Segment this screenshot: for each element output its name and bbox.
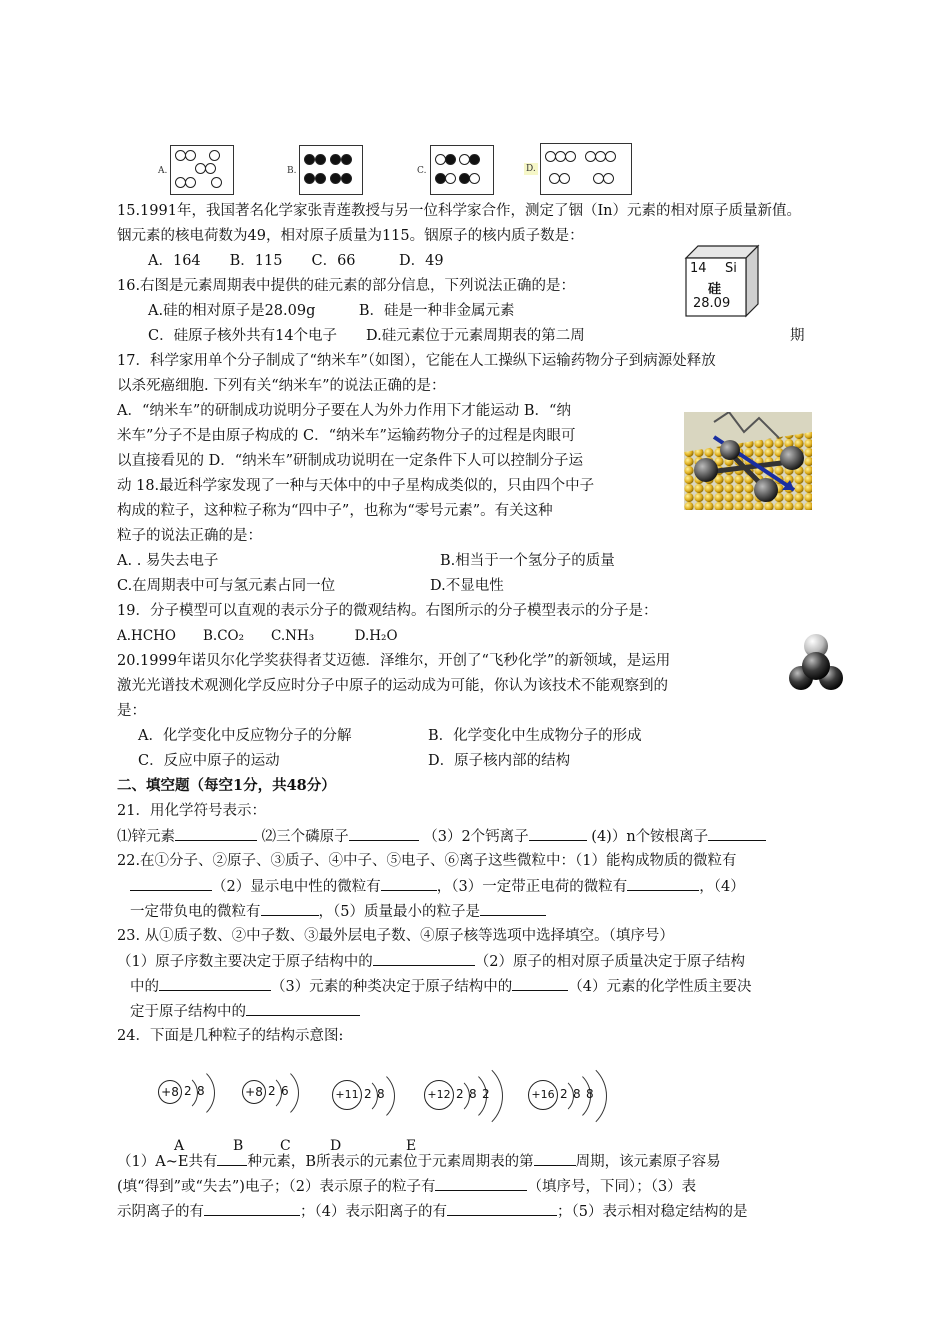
q24-text1b: 种元素，B所表示的元素位于元素周期表的第 xyxy=(247,1154,534,1170)
q20-option-d: D．原子核内部的结构 xyxy=(428,753,571,769)
q23-line2 xyxy=(117,951,745,972)
q24-blank1[interactable] xyxy=(217,1151,247,1166)
q23-line4 xyxy=(130,1001,360,1022)
q22-text2c: ，（4） xyxy=(699,879,745,895)
q22-text3b: ，（5）质量最小的粒子是 xyxy=(318,904,480,920)
q17-line7: 构成的粒子，这种粒子称为“四中子”，也称为“零号元素”。有关这种 xyxy=(117,503,553,519)
electron-shell-arc xyxy=(339,1068,395,1124)
q15-line2: 铟元素的核电荷数为49，相对原子质量为115。铟原子的核内质子数是： xyxy=(117,228,584,244)
q22-text2b: ，（3）一定带正电荷的微粒有 xyxy=(436,879,628,895)
tile-symbol: Si xyxy=(725,261,737,276)
q17-line3: A．“纳米车”的研制成功说明分子要在人为外力作用下才能运动 B．“纳 xyxy=(117,403,571,419)
q21-part1: ⑴锌元素 xyxy=(117,829,175,845)
electron-count: 6 xyxy=(281,1084,289,1098)
q23-text2a: （1）原子序数主要决定于原子结构中的 xyxy=(117,954,373,970)
q17-line8: 粒子的说法正确的是： xyxy=(117,528,262,544)
q24-line2 xyxy=(117,1151,721,1172)
q23-text3c: （4）元素的化学性质主要决 xyxy=(568,979,752,995)
tile-number: 14 xyxy=(690,261,707,276)
q22-line1: 22.在①分子、②原子、③质子、④中子、⑤电子、⑥离子这些微粒中：（1）能构成物质的微粒有 xyxy=(117,853,737,869)
q24-text2b: （填序号，下同）；（3）表 xyxy=(527,1179,697,1195)
q22-line2 xyxy=(130,876,745,897)
q24-blank2[interactable] xyxy=(534,1151,576,1166)
particle-nucleus: +11 xyxy=(332,1080,362,1110)
q20-option-c: C．反应中原子的运动 xyxy=(138,753,280,769)
electron-count: 8 xyxy=(469,1087,477,1101)
particle-letter-a: A xyxy=(174,1138,185,1154)
q21-blank4[interactable] xyxy=(708,826,766,841)
q24-text3b: ；（4）表示阳离子的有 xyxy=(300,1204,447,1220)
q24-text3a: 示阴离子的有 xyxy=(117,1204,204,1220)
q22-blank2[interactable] xyxy=(381,876,437,891)
electron-count: 2 xyxy=(482,1087,490,1101)
q16-line1: 16.右图是元素周期表中提供的硅元素的部分信息，下列说法正确的是： xyxy=(117,278,576,294)
q23-text4a: 定于原子结构中的 xyxy=(130,1004,246,1020)
q14-option-c-label: C. xyxy=(417,166,427,176)
particle-letter-c: C xyxy=(280,1138,291,1154)
q24-blank3[interactable] xyxy=(435,1176,527,1191)
electron-count: 8 xyxy=(377,1087,385,1101)
q24-text3c: ；（5）表示相对稳定结构的是 xyxy=(556,1204,748,1220)
q21-line2 xyxy=(117,826,766,847)
molecule-model-image xyxy=(788,632,844,694)
q22-text2a: （2）显示电中性的微粒有 xyxy=(212,879,381,895)
particle-nucleus: +8 xyxy=(242,1080,266,1104)
q18-option-d: D.不显电性 xyxy=(430,578,504,594)
tile-mass: 28.09 xyxy=(693,296,731,311)
q14-option-d-label: D. xyxy=(526,164,536,174)
q18-option-b: B.相当于一个氢分子的质量 xyxy=(440,553,615,569)
q21-part3: （3）2个钙离子 xyxy=(423,829,529,845)
q21-part4: (4)）n个铵根离子 xyxy=(591,829,709,845)
q24-line3 xyxy=(117,1176,696,1197)
q15-options: A．164 B．115 C．66 D．49 xyxy=(148,253,444,269)
q21-blank1[interactable] xyxy=(175,826,257,841)
q18-option-c: C.在周期表中可与氢元素占同一位 xyxy=(117,578,336,594)
q23-blank4[interactable] xyxy=(246,1001,360,1016)
q24-line1: 24．下面是几种粒子的结构示意图: xyxy=(117,1028,344,1044)
electron-count: 2 xyxy=(560,1087,568,1101)
q20-line3: 是： xyxy=(117,703,146,719)
q17-line6: 动 18.最近科学家发现了一种与天体中的中子星构成类似的，只由四个中子 xyxy=(117,478,595,494)
q20-line1: 20.1999年诺贝尔化学奖获得者艾迈德．泽维尔，开创了“飞秒化学”的新领域，是运用 xyxy=(117,653,671,669)
q24-blank4[interactable] xyxy=(204,1201,300,1216)
q23-text3a: 中的 xyxy=(130,979,159,995)
q22-blank4[interactable] xyxy=(261,901,319,916)
q14-option-a-label: A. xyxy=(158,166,168,176)
q14-option-d-diagram xyxy=(540,143,632,195)
q24-line4 xyxy=(117,1201,747,1222)
q20-option-a: A．化学变化中反应物分子的分解 xyxy=(138,728,352,744)
electron-count: 8 xyxy=(573,1087,581,1101)
q17-line5: 以直接看见的 D．“纳米车”研制成功说明在一定条件下人可以控制分子运 xyxy=(117,453,584,469)
q23-line3 xyxy=(130,976,751,997)
particle-letter-d: D xyxy=(330,1138,342,1154)
q18-option-a: A. . 易失去电子 xyxy=(117,553,219,569)
electron-shell-arc xyxy=(159,1065,215,1121)
q23-line1: 23. 从①质子数、②中子数、③最外层电子数、④原子核等选项中选择填空。（填序号） xyxy=(117,928,674,944)
tile-name: 硅 xyxy=(708,282,722,297)
q19-line1: 19．分子模型可以直观的表示分子的微观结构。右图所示的分子模型表示的分子是： xyxy=(117,603,658,619)
q19-options: A.HCHO B.CO₂ C.NH₃ D.H₂O xyxy=(117,628,398,644)
q21-blank2[interactable] xyxy=(349,826,419,841)
electron-count: 8 xyxy=(197,1084,205,1098)
nanocar-image xyxy=(684,412,812,510)
electron-shell-arc xyxy=(533,1059,607,1133)
q16-options-ab: A.硅的相对原子是28.09g B．硅是一种非金属元素 xyxy=(148,303,515,319)
particle-nucleus: +16 xyxy=(528,1080,558,1110)
electron-count: 8 xyxy=(586,1087,594,1101)
q22-blank1[interactable] xyxy=(130,876,212,891)
electron-shell-arc xyxy=(243,1065,299,1121)
electron-count: 2 xyxy=(456,1087,464,1101)
q23-text2b: （2）原子的相对原子质量决定于原子结构 xyxy=(474,954,745,970)
section-heading: 二、填空题（每空1分，共48分） xyxy=(117,777,336,794)
q17-line4: 米车”分子不是由原子构成的 C．“纳米车”运输药物分子的过程是肉眼可 xyxy=(117,428,576,444)
particle-letter-e: E xyxy=(406,1138,417,1154)
q24-blank5[interactable] xyxy=(447,1201,557,1216)
q17-line1: 17．科学家用单个分子制成了“纳米车”（如图），它能在人工操纵下运输药物分子到病源处释放 xyxy=(117,353,716,369)
q22-blank3[interactable] xyxy=(627,876,699,891)
q20-option-b: B．化学变化中生成物分子的形成 xyxy=(428,728,642,744)
q24-text2a: (填“得到”或“失去”)电子；（2）表示原子的粒子有 xyxy=(117,1179,436,1195)
q14-option-b-label: B. xyxy=(287,166,297,176)
q21-part2: ⑵三个磷原子 xyxy=(261,829,349,845)
q20-line2: 激光光谱技术观测化学反应时分子中原子的运动成为可能，你认为该技术不能观察到的 xyxy=(117,678,668,694)
electron-shell-arc xyxy=(429,1059,503,1133)
electron-count: 2 xyxy=(364,1087,372,1101)
silicon-element-tile xyxy=(680,242,760,318)
q21-line1: 21．用化学符号表示： xyxy=(117,803,266,819)
q22-blank5[interactable] xyxy=(480,901,546,916)
electron-count: 2 xyxy=(268,1084,276,1098)
q24-text1a: （1）A~E共有 xyxy=(117,1154,218,1170)
q21-blank3[interactable] xyxy=(529,826,587,841)
q23-blank2[interactable] xyxy=(159,976,271,991)
particle-letter-b: B xyxy=(233,1138,244,1154)
q22-line3 xyxy=(130,901,546,922)
q16-tail: 期 xyxy=(790,328,805,344)
q14-option-a-diagram xyxy=(170,145,234,195)
q22-text3a: 一定带负电的微粒有 xyxy=(130,904,261,920)
q14-option-b-diagram xyxy=(299,145,363,195)
q15-line1: 15.1991年，我国著名化学家张青莲教授与另一位科学家合作，测定了铟（In）元素的相对原子质量新值。 xyxy=(117,203,802,219)
q16-options-cd: C．硅原子核外共有14个电子 D.硅元素位于元素周期表的第二周 xyxy=(148,328,585,344)
q17-line2: 以杀死癌细胞. 下列有关“纳米车”的说法正确的是： xyxy=(117,378,446,394)
q23-text3b: （3）元素的种类决定于原子结构中的 xyxy=(271,979,513,995)
q14-option-c-diagram xyxy=(430,145,494,195)
particle-nucleus: +12 xyxy=(424,1080,454,1110)
q23-blank1[interactable] xyxy=(373,951,475,966)
q23-blank3[interactable] xyxy=(512,976,568,991)
q24-text1c: 周期，该元素原子容易 xyxy=(575,1154,721,1170)
particle-nucleus: +8 xyxy=(158,1080,182,1104)
electron-count: 2 xyxy=(184,1084,192,1098)
